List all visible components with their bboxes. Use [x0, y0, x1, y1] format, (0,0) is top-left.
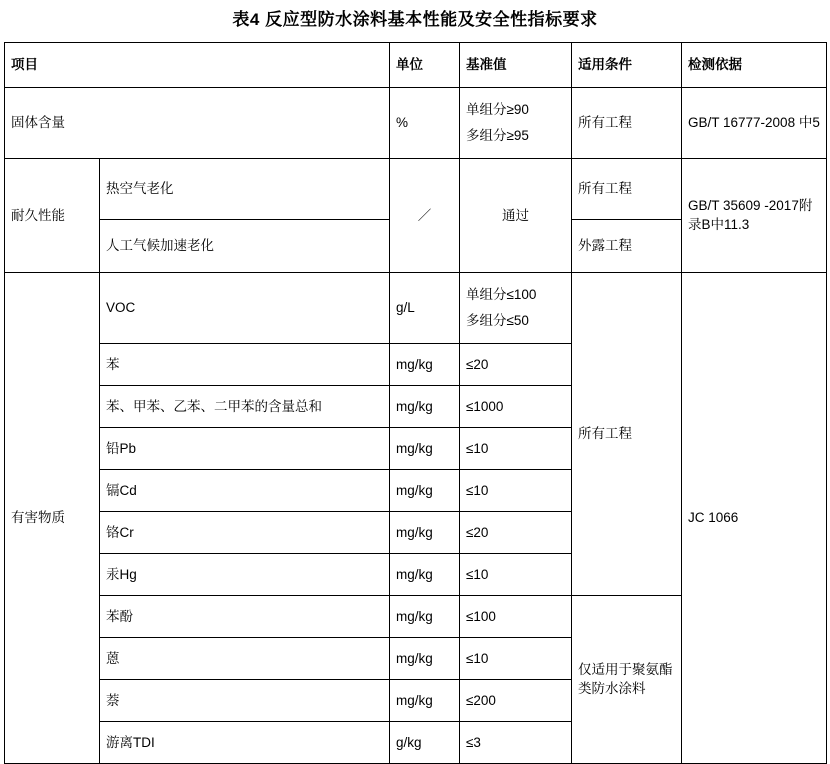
row-sublabel-free-tdi: 游离TDI [100, 721, 390, 763]
row-sublabel-btex-total: 苯、甲苯、乙苯、二甲苯的含量总和 [100, 385, 390, 427]
value-line-1: 单组分≤100 [466, 287, 537, 303]
row-unit-voc: g/L [390, 272, 460, 343]
table-row [5, 272, 827, 343]
row-value-naphthalene: ≤200 [460, 679, 572, 721]
row-unit-lead: mg/kg [390, 427, 460, 469]
basis-line-1: GB/T 35609 -2017附 [688, 197, 813, 213]
row-sublabel-anthracene: 蒽 [100, 637, 390, 679]
row-sublabel-voc: VOC [100, 272, 390, 343]
row-basis-solid-content [682, 87, 827, 158]
row-condition-polyurethane-only: 仅适用于聚氨酯类防水涂料 [572, 595, 682, 763]
value-line-2: 多组分≤50 [466, 312, 529, 328]
row-value-mercury: ≤10 [460, 553, 572, 595]
row-value-durability: 通过 [460, 158, 572, 272]
row-condition-all-projects: 所有工程 [572, 272, 682, 595]
row-value-chromium: ≤20 [460, 511, 572, 553]
table-row [5, 87, 827, 158]
row-sublabel-heat-aging: 热空气老化 [100, 158, 390, 219]
basis-line-2: 中5 [798, 115, 820, 131]
row-sublabel-lead: 铅Pb [100, 427, 390, 469]
row-sublabel-artificial-weathering: 人工气候加速老化 [100, 219, 390, 272]
row-unit-solid-content: % [390, 87, 460, 158]
row-sublabel-phenol: 苯酚 [100, 595, 390, 637]
column-header-unit: 单位 [390, 42, 460, 87]
row-label-durability: 耐久性能 [5, 158, 100, 272]
value-line-2: 多组分≥95 [466, 127, 529, 143]
column-header-condition: 适用条件 [572, 42, 682, 87]
table-row [5, 158, 827, 219]
basis-line-2: 录B中11.3 [688, 217, 750, 233]
row-sublabel-benzene: 苯 [100, 343, 390, 385]
row-value-lead: ≤10 [460, 427, 572, 469]
page-title: 表4 反应型防水涂料基本性能及安全性指标要求 [232, 10, 598, 29]
row-label-solid-content: 固体含量 [5, 87, 390, 158]
row-value-btex-total: ≤1000 [460, 385, 572, 427]
row-sublabel-chromium: 铬Cr [100, 511, 390, 553]
row-sublabel-naphthalene: 萘 [100, 679, 390, 721]
row-unit-chromium: mg/kg [390, 511, 460, 553]
basis-line-1: GB/T 16777-2008 [688, 115, 796, 131]
row-unit-mercury: mg/kg [390, 553, 460, 595]
row-value-voc [460, 272, 572, 343]
row-value-solid-content [460, 87, 572, 158]
row-value-phenol: ≤100 [460, 595, 572, 637]
value-line-1: 单组分≥90 [466, 102, 529, 118]
spec-table [4, 42, 827, 764]
row-sublabel-cadmium: 镉Cd [100, 469, 390, 511]
row-basis-durability [682, 158, 827, 272]
row-unit-benzene: mg/kg [390, 343, 460, 385]
row-unit-cadmium: mg/kg [390, 469, 460, 511]
table-header-row [5, 42, 827, 87]
row-basis-harmful-substances: JC 1066 [682, 272, 827, 763]
row-value-anthracene: ≤10 [460, 637, 572, 679]
row-unit-naphthalene: mg/kg [390, 679, 460, 721]
column-header-basis: 检测依据 [682, 42, 827, 87]
row-unit-free-tdi: g/kg [390, 721, 460, 763]
row-condition-artificial-weathering: 外露工程 [572, 219, 682, 272]
row-unit-phenol: mg/kg [390, 595, 460, 637]
row-value-cadmium: ≤10 [460, 469, 572, 511]
row-unit-durability: ／ [390, 158, 460, 272]
row-unit-btex-total: mg/kg [390, 385, 460, 427]
row-condition-solid-content: 所有工程 [572, 87, 682, 158]
row-value-free-tdi: ≤3 [460, 721, 572, 763]
row-unit-anthracene: mg/kg [390, 637, 460, 679]
row-condition-heat-aging: 所有工程 [572, 158, 682, 219]
row-sublabel-mercury: 汞Hg [100, 553, 390, 595]
column-header-value: 基准值 [460, 42, 572, 87]
column-header-item: 项目 [5, 42, 390, 87]
row-value-benzene: ≤20 [460, 343, 572, 385]
row-label-harmful-substances: 有害物质 [5, 272, 100, 763]
